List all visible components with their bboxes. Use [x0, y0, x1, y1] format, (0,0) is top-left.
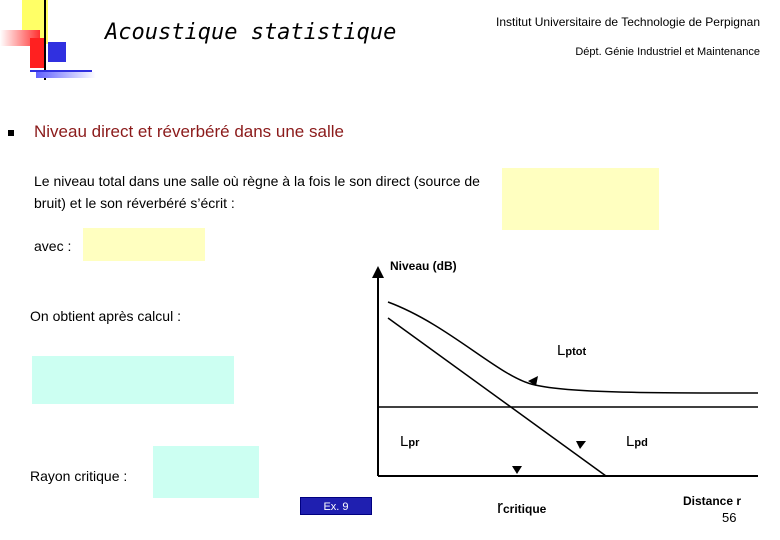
total-label-sub: ptot	[565, 346, 587, 358]
avec-label: avec :	[34, 238, 72, 254]
x-axis-label: Distance r	[683, 494, 742, 508]
page-number: 56	[722, 510, 737, 525]
department-name: Dépt. Génie Industriel et Maintenance	[575, 46, 760, 58]
critical-label-sub: critique	[503, 502, 547, 516]
direct-line	[388, 318, 606, 476]
section-heading: Niveau direct et réverbéré dans une salle	[34, 122, 344, 141]
page-title: Acoustique statistique	[105, 20, 397, 45]
critical-label-main: r	[497, 497, 503, 517]
exercise-button[interactable]: Ex. 9	[300, 497, 372, 515]
critical-arrow-icon	[512, 466, 522, 474]
direct-label-main: L	[626, 433, 635, 450]
direct-label	[626, 433, 648, 450]
intro-paragraph: Le niveau total dans une salle où règne à la fois le son direct (source de bruit) et le son réverbéré s’écrit :	[34, 173, 480, 211]
critical-label	[497, 497, 547, 517]
direct-line-arrow-icon	[576, 441, 586, 449]
obtient-label: On obtient après calcul :	[30, 308, 181, 324]
y-axis-arrow-icon	[372, 266, 384, 278]
total-label-main: L	[557, 342, 566, 359]
institution-name: Institut Universitaire de Technologie de Perpignan	[496, 15, 760, 29]
reverb-label-main: L	[400, 433, 409, 450]
reverb-label	[400, 433, 420, 450]
y-axis-label: Niveau (dB)	[390, 259, 457, 273]
total-label	[557, 342, 586, 359]
reverb-label-sub: pr	[408, 437, 420, 449]
direct-label-sub: pd	[634, 437, 648, 449]
rayon-critique-label: Rayon critique :	[30, 468, 128, 484]
